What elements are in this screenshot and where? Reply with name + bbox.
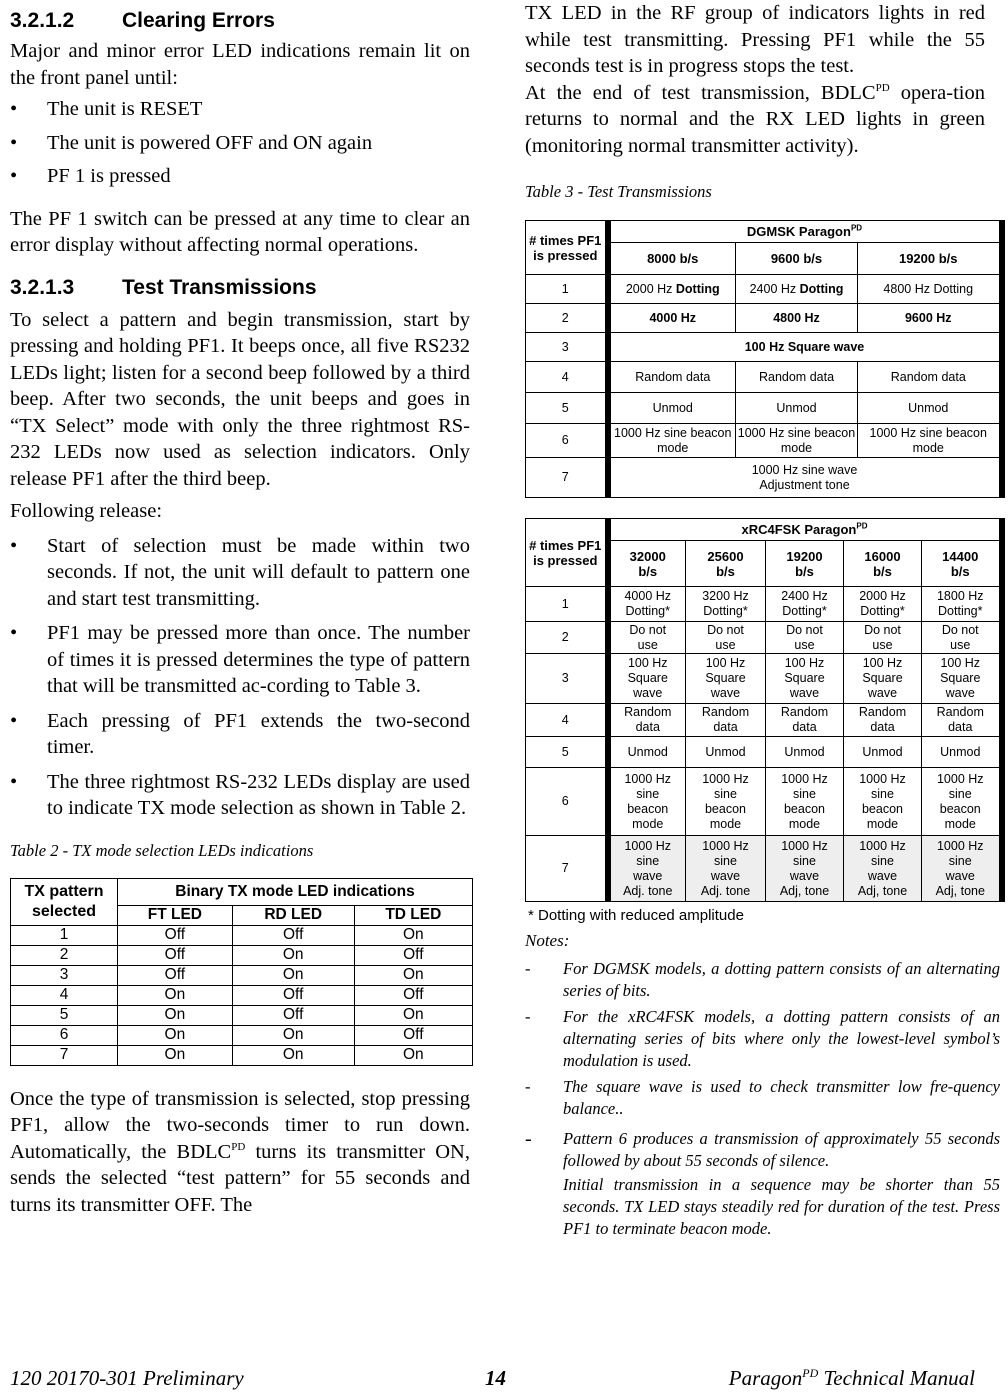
table-cell: Do not use [686, 622, 766, 654]
note-item: - For the xRC4FSK models, a dotting pattern consists of an alternating series of bits where only the lowest-level symbol’s modulation is used. [525, 1007, 1000, 1070]
end-of-test-paragraph: At the end of test transmission, $BDLC^{PD}$ opera-tion returns to normal and the RX LED lights in green (monitoring normal transmitter activity). [525, 81, 985, 157]
table-cell: 2000 Hz Dotting* [844, 587, 922, 622]
table-cell: 1000 Hz sine beacon mode [844, 768, 922, 836]
clearing-intro: Major and minor error LED indications remain lit on the front panel until: [10, 40, 470, 89]
xrc-header-times: # times PF1 is pressed [526, 519, 608, 587]
table-row: 6 1000 Hz sine beacon mode 1000 Hz sine beacon mode 1000 Hz sine beacon mode [526, 424, 1002, 458]
table2-caption: Table 2 - TX mode selection LEDs indications [10, 840, 314, 860]
table-cell: 100 Hz Square wave [922, 654, 1002, 704]
table-cell: 100 Hz Square wave [844, 654, 922, 704]
tx-led-paragraph: TX LED in the RF group of indicators lights in red while test transmitting. Pressing PF1 while the 55 seconds test is in progress stops the test. [525, 2, 985, 77]
table-row [526, 768, 1002, 836]
row-number: 4 [526, 704, 608, 737]
list-item: • Each pressing of PF1 extends the two-second timer. [10, 708, 470, 761]
table-row: 6 On On Off [11, 1025, 473, 1045]
table-row [526, 587, 1002, 622]
xrc-rate: 16000 b/s [844, 541, 922, 587]
row-number: 1 [526, 587, 608, 622]
table-row: 7 1000 Hz sine wave Adjustment tone [526, 458, 1002, 498]
table2-header-pattern: TX pattern selected [11, 878, 118, 925]
table-cell: Do not use [608, 622, 686, 654]
dgmsk-rate: 9600 b/s [736, 243, 858, 275]
table-row [526, 622, 1002, 654]
table-cell: 100 Hz Square wave [608, 654, 686, 704]
list-item: • The unit is powered OFF and ON again [10, 130, 470, 157]
xrc-title: xRC4FSK Paragon$^{PD}$ [608, 519, 1002, 541]
xrc-body [526, 587, 1002, 902]
clearing-paragraph: The PF 1 switch can be pressed at any time to clear an error display without affecting normal operations. [10, 207, 470, 256]
table-row: 2 4000 Hz 4800 Hz 9600 Hz [526, 304, 1002, 333]
list-item: • The unit is RESET [10, 96, 470, 123]
xrc-rate: 19200 b/s [766, 541, 844, 587]
notes-section [525, 930, 1000, 1240]
list-item: • Start of selection must be made within two seconds. If not, the unit will default to pattern one and start test transmitting. [10, 533, 470, 613]
section-heading-clearing-errors: 3.2.1.2 Clearing Errors [10, 9, 275, 32]
table-cell: Random data [766, 704, 844, 737]
table-cell: Random data [844, 704, 922, 737]
table3-dgmsk [525, 220, 1005, 498]
table-row [526, 836, 1002, 902]
table-row: 5 On Off On [11, 1005, 473, 1025]
dgmsk-rate: 8000 b/s [608, 243, 736, 275]
table-cell: Random data [608, 704, 686, 737]
table-cell: 2400 Hz Dotting* [766, 587, 844, 622]
note-extra: Initial transmission in a sequence may be shorter than 55 seconds. TX LED stays steadily red for duration of the test. Press PF1 to terminate beacon mode. [563, 1175, 1000, 1238]
table-cell: 1000 Hz sine beacon mode [766, 768, 844, 836]
note-item: - Pattern 6 produces a transmission of approximately 55 seconds followed by about 55 seconds of silence. [525, 1128, 1000, 1170]
footer-doc-number: 120 20170-301 Preliminary [10, 1366, 244, 1390]
table-row [526, 737, 1002, 768]
table3-caption: Table 3 - Test Transmissions [525, 182, 712, 201]
table3-xrc4fsk [525, 518, 1005, 902]
final-paragraph: Once the type of transmission is selected, stop pressing PF1, allow the two-seconds timer to run down. Automatically, the $BDLC^{PD}$ turns its transmitter ON, sends the selected “test pattern” for 55 seconds and turns its transmitter OFF. The [10, 1087, 470, 1216]
dgmsk-title: DGMSK Paragon$^{PD}$ [608, 221, 1002, 243]
dotting-footnote: * Dotting with reduced amplitude [528, 907, 744, 924]
table-row: 1 Off Off On [11, 925, 473, 945]
table-cell: 1800 Hz Dotting* [922, 587, 1002, 622]
page-footer [10, 1366, 975, 1394]
xrc-rate: 14400 b/s [922, 541, 1002, 587]
row-number: 2 [526, 622, 608, 654]
page-number: 14 [485, 1366, 506, 1390]
table-row: 7 On On On [11, 1045, 473, 1065]
table-row: 3 Off On On [11, 965, 473, 985]
clearing-bullet-list [10, 96, 470, 190]
list-item: • The three rightmost RS-232 LEDs display are used to indicate TX mode selection as shown in Table 2. [10, 769, 470, 822]
table2-header-ft: FT LED [118, 905, 233, 925]
test-paragraph: To select a pattern and begin transmission, start by pressing and holding PF1. It beeps once, all five RS232 LEDs light; listen for a second beep followed by a third beep. After two seconds, the unit beeps and goes in “TX Select” mode with only the three rightmost RS-232 LEDs now used as selection indicators. Only release PF1 after the third beep. [10, 308, 470, 490]
dgmsk-rate: 19200 b/s [858, 243, 1002, 275]
table-cell: Do not use [844, 622, 922, 654]
table-cell: 1000 Hz sine beacon mode [922, 768, 1002, 836]
dgmsk-header-times: # times PF1 is pressed [526, 221, 608, 275]
table-cell: Unmod [922, 737, 1002, 768]
table-cell: Random data [922, 704, 1002, 737]
note-item: - The square wave is used to check transmitter low fre-quency balance.. [525, 1077, 1000, 1118]
notes-title: Notes: [525, 931, 570, 950]
table-row [526, 704, 1002, 737]
table-cell: 1000 Hz sine beacon mode [686, 768, 766, 836]
table-cell: 100 Hz Square wave [686, 654, 766, 704]
table-row: 3 100 Hz Square wave [526, 333, 1002, 362]
note-item: - For DGMSK models, a dotting pattern consists of an alternating series of bits. [525, 959, 1000, 1000]
right-column [525, 0, 1000, 1244]
row-number: 5 [526, 737, 608, 768]
table2-header-rd: RD LED [232, 905, 354, 925]
table-row: 4 Random data Random data Random data [526, 362, 1002, 393]
table-row: 4 On Off Off [11, 985, 473, 1005]
table-cell: 1000 Hz sine wave Adj. tone [686, 836, 766, 902]
table-cell: 4000 Hz Dotting* [608, 587, 686, 622]
left-column [10, 6, 470, 1218]
table-cell: Random data [686, 704, 766, 737]
xrc-rate: 25600 b/s [686, 541, 766, 587]
table-cell: Do not use [922, 622, 1002, 654]
table-cell: 1000 Hz sine beacon mode [608, 768, 686, 836]
following-release: Following release: [10, 500, 163, 522]
table-cell: 1000 Hz sine wave Adj, tone [844, 836, 922, 902]
table-row: 2 Off On Off [11, 945, 473, 965]
table-cell: Unmod [766, 737, 844, 768]
table-row: 5 Unmod Unmod Unmod [526, 393, 1002, 424]
table-cell: 3200 Hz Dotting* [686, 587, 766, 622]
table-cell: Unmod [844, 737, 922, 768]
table-cell: Unmod [608, 737, 686, 768]
table2-header-binary: Binary TX mode LED indications [118, 878, 473, 905]
footer-title: Paragon$^{PD}$ Technical Manual [728, 1366, 975, 1390]
section-heading-test-transmissions: 3.2.1.3 Test Transmissions [10, 275, 317, 299]
table-cell: Do not use [766, 622, 844, 654]
table2 [10, 878, 473, 1066]
table-cell: 100 Hz Square wave [766, 654, 844, 704]
list-item: • PF1 may be pressed more than once. The number of times it is pressed determines the type of pattern that will be transmitted ac-cording to Table 3. [10, 620, 470, 700]
release-bullet-list [10, 533, 470, 822]
table-cell: 1000 Hz sine wave Adj, tone [922, 836, 1002, 902]
table-cell: Unmod [686, 737, 766, 768]
table-row [526, 654, 1002, 704]
table-cell: 1000 Hz sine wave Adj. tone [608, 836, 686, 902]
list-item: • PF 1 is pressed [10, 163, 470, 190]
row-number: 6 [526, 768, 608, 836]
xrc-rate: 32000 b/s [608, 541, 686, 587]
row-number: 7 [526, 836, 608, 902]
row-number: 3 [526, 654, 608, 704]
table-cell: 1000 Hz sine wave Adj, tone [766, 836, 844, 902]
table2-header-td: TD LED [354, 905, 472, 925]
table-row: 1 2000 Hz Dotting 2400 Hz Dotting 4800 Hz Dotting [526, 275, 1002, 304]
